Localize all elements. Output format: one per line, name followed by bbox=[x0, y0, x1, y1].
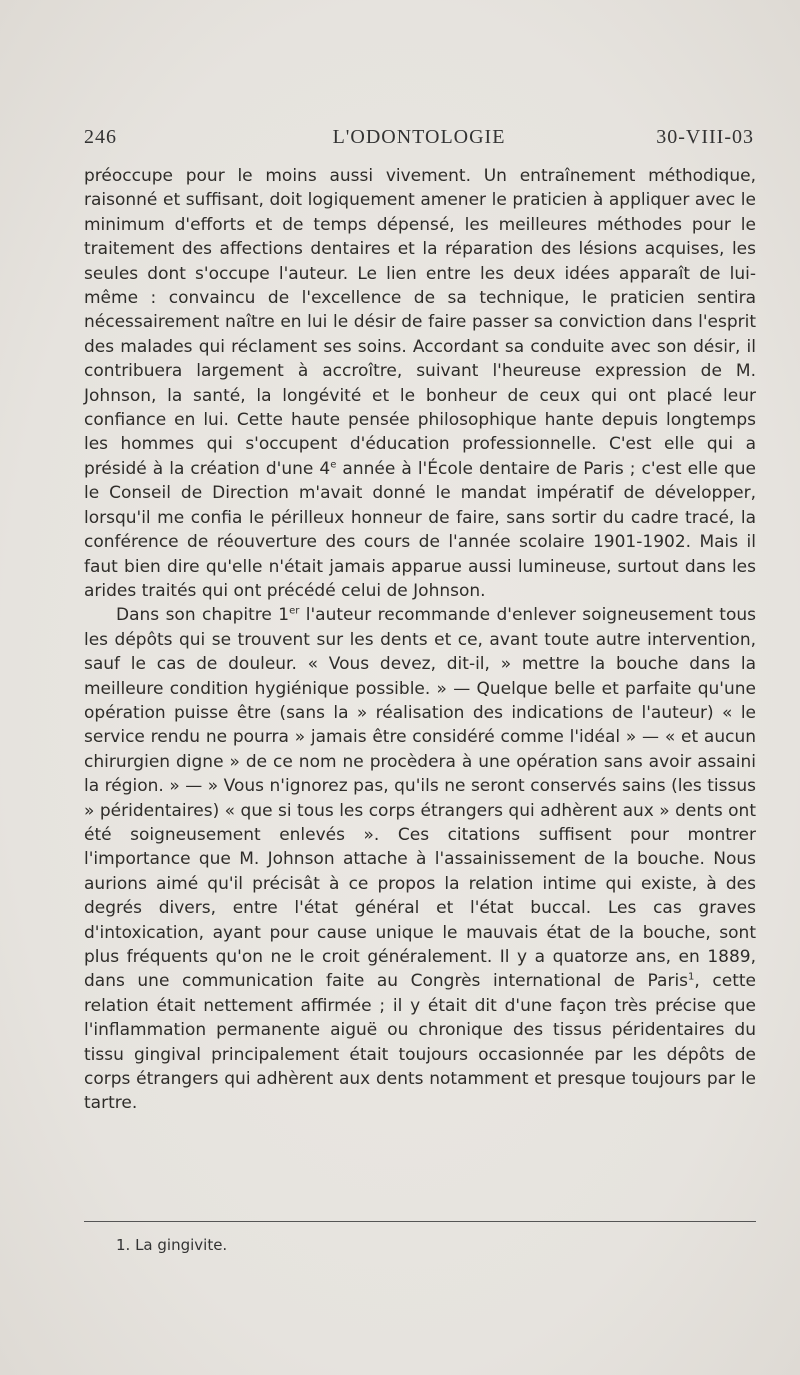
paragraph-1 bbox=[84, 164, 756, 603]
footnote-divider bbox=[84, 1221, 756, 1222]
paragraph-2-text-b: , cette relation était nettement affirmée ; il y était dit d'une façon très précise que l'inflammation permanente aiguë ou chronique des tissus péridentaires du tissu gingival principalement était toujours occasionnée par les dépôts de corps étrangers qui adhèrent aux dents notamment et presque toujours par le tartre. bbox=[84, 971, 756, 1114]
chapter-ordinal-superscript: er bbox=[289, 605, 300, 617]
ordinal-superscript: e bbox=[330, 459, 337, 471]
page-number: 246 bbox=[84, 126, 117, 148]
paragraph-2 bbox=[84, 603, 756, 1116]
running-title: L'ODONTOLOGIE bbox=[332, 126, 506, 148]
paragraph-1-text: préoccupe pour le moins aussi vivement. Un entraînement méthodique, raisonné et suffisant, doit logiquement amener le praticien à appliquer avec le minimum d'efforts et de temps dépensé, les meilleures méthodes pour le traitement des affections dentaires et la réparation des lésions acquises, les seules dont s'occupe l'auteur. Le lien entre les deux idées apparaît de lui-même : convaincu de l'excellence de sa technique, le praticien sentira nécessairement naître en lui le désir de faire passer sa conviction dans l'esprit des malades qui réclament ses soins. Accordant sa conduite avec son désir, il contribuera largement à accroître, suivant l'heureuse expression de M. Johnson, la santé, la longévité et le bonheur de ceux qui ont placé leur confiance en lui. Cette haute pensée philosophique hante depuis longtemps les hommes qui s'occupent d'éducation professionnelle. C'est elle qui a présidé à la création d'une 4 bbox=[84, 166, 756, 479]
footnote: 1. La gingivite. bbox=[116, 1236, 228, 1254]
paragraph-2-start: Dans son chapitre 1 bbox=[116, 605, 290, 626]
running-header bbox=[84, 126, 754, 156]
body-text bbox=[84, 164, 756, 1116]
footnote-reference: 1 bbox=[688, 971, 695, 983]
issue-date: 30-VIII-03 bbox=[656, 126, 754, 148]
paragraph-2-text-a: l'auteur recommande d'enlever soigneusement tous les dépôts qui se trouvent sur les dents et ce, avant toute autre intervention, sauf le cas de douleur. « Vous devez, dit-il, » mettre la bouche dans la meilleure condition hygiénique possible. » — Quelque belle et parfaite qu'une opération puisse être (sans la » réalisation des indications de l'auteur) « le service rendu ne pourra » jamais être considéré comme l'idéal » — « et aucun chirurgien digne » de ce nom ne procèdera à une opération sans avoir assaini la région. » — » Vous n'ignorez pas, qu'ils ne seront conservés sains (les tissus » péridentaires) « que si tous les corps étrangers qui adhèrent aux » dents ont été soigneusement enlevés ». Ces citations suffisent pour montrer l'importance que M. Johnson attache à l'assainissement de la bouche. Nous aurions aimé qu'il précisât à ce propos la relation intime qui existe, à des degrés divers, entre l'état général et l'état buccal. Les cas graves d'intoxication, ayant pour cause unique le mauvais état de la bouche, sont plus fréquents qu'on ne le croit généralement. Il y a quatorze ans, en 1889, dans une communication faite au Congrès international de Paris bbox=[84, 605, 756, 992]
paragraph-1-continued: année à l'École dentaire de Paris ; c'est elle que le Conseil de Direction m'avait donné le mandat impératif de développer, lorsqu'il me confia le périlleux honneur de faire, sans sortir du cadre tracé, la conférence de réouverture des cours de l'année scolaire 1901-1902. Mais il faut bien dire qu'elle n'était jamais apparue aussi lumineuse, surtout dans les arides traités qui ont précédé celui de Johnson. bbox=[84, 458, 757, 601]
